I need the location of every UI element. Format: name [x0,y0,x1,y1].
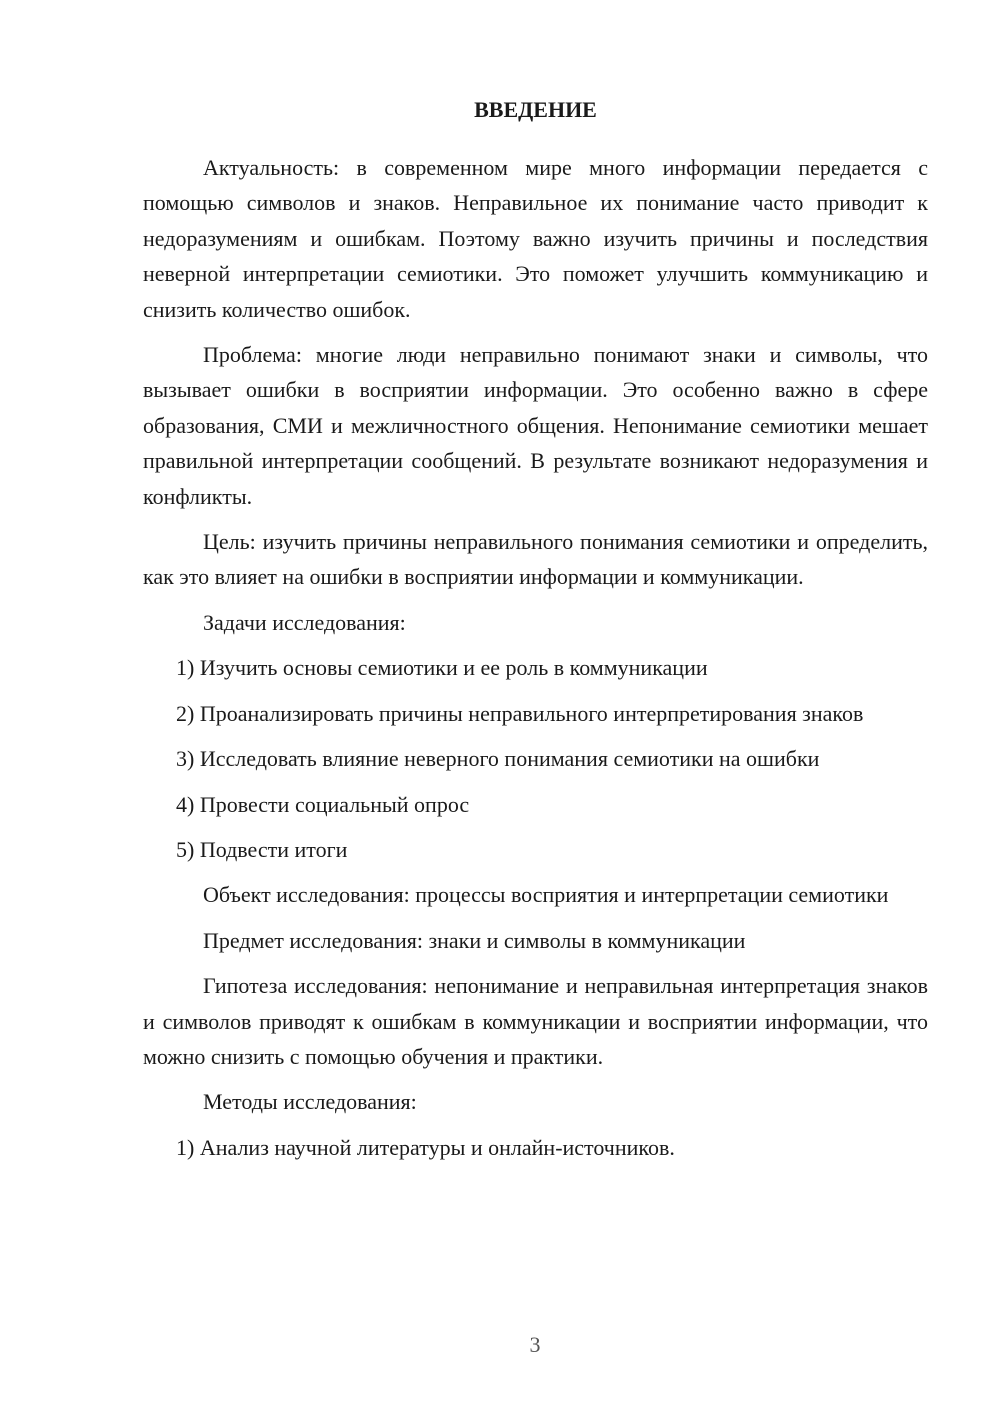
object-paragraph: Объект исследования: процессы восприятия и интерпретации семиотики [203,882,889,908]
goal-paragraph: Цель: изучить причины неправильного понимания семиотики и определить, как это влияет на ошибки в восприятии информации и коммуникации. [143,529,928,590]
tasks-heading: Задачи исследования: [203,609,406,635]
document-page [143,92,928,1175]
task-item: 1) Изучить основы семиотики и ее роль в коммуникации [176,655,708,681]
problem-paragraph: Проблема: многие люди неправильно понимают знаки и символы, что вызывает ошибки в восприятии информации. Это особенно важно в сфере образования, СМИ и межличностного общения. Непонимание семиотики мешает правильной интерпретации сообщений. В результате возникают недоразумения и конфликты. [143,342,928,509]
task-item: 4) Провести социальный опрос [176,791,470,817]
methods-heading: Методы исследования: [203,1089,417,1115]
task-item: 3) Исследовать влияние неверного понимания семиотики на ошибки [176,746,820,772]
relevance-paragraph: Актуальность: в современном мире много информации передается с помощью символов и знаков. Неправильное их понимание часто приводит к недоразумениям и ошибкам. Поэтому важно изучить причины и последствия неверной интерпретации семиотики. Это поможет улучшить коммуникацию и снизить количество ошибок. [143,155,928,322]
task-item: 2) Проанализировать причины неправильного интерпретирования знаков [176,700,864,726]
page-title: ВВЕДЕНИЕ [474,97,597,122]
hypothesis-paragraph: Гипотеза исследования: непонимание и неправильная интерпретация знаков и символов приводят к ошибкам в коммуникации и восприятии информации, что можно снизить с помощью обучения и практики. [143,973,928,1069]
task-item: 5) Подвести итоги [176,836,348,862]
method-item: 1) Анализ научной литературы и онлайн-источников. [176,1134,675,1160]
page-number: 3 [529,1332,541,1357]
subject-paragraph: Предмет исследования: знаки и символы в коммуникации [203,927,746,953]
